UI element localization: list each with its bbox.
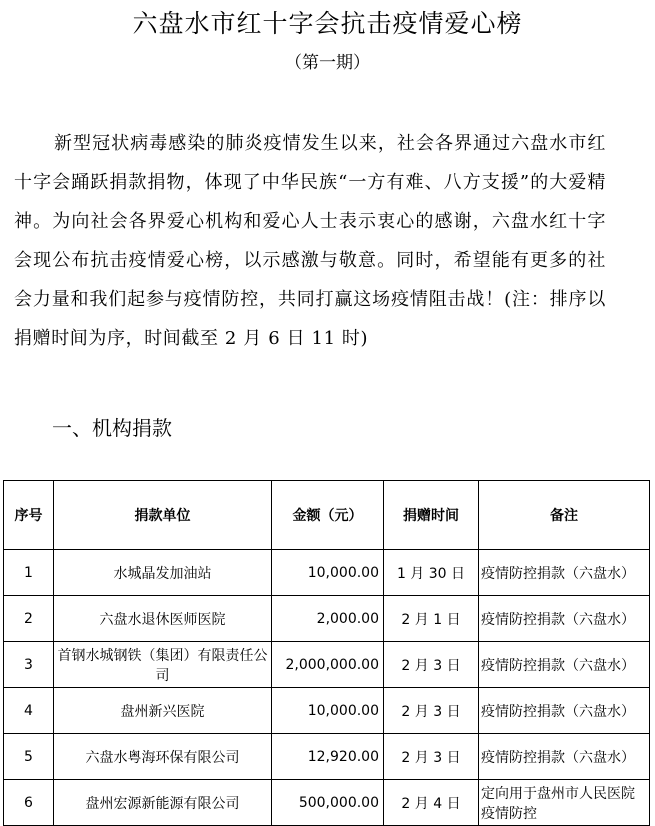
row-unit: 水城晶发加油站 [54, 550, 272, 596]
row-date: 2 月 4 日 [384, 780, 479, 826]
row-no: 5 [4, 734, 54, 780]
table-row [4, 550, 650, 596]
table-row [4, 688, 650, 734]
header-amount: 金额（元） [272, 481, 384, 550]
section-heading: 一、机构捐款 [52, 416, 172, 440]
row-amount: 12,920.00 [272, 734, 384, 780]
table-row [4, 596, 650, 642]
row-date: 2 月 1 日 [384, 596, 479, 642]
row-amount: 10,000.00 [272, 550, 384, 596]
row-no: 1 [4, 550, 54, 596]
row-note: 疫情防控捐款（六盘水） [479, 550, 650, 596]
row-date: 2 月 3 日 [384, 642, 479, 688]
row-amount: 2,000.00 [272, 596, 384, 642]
header-no: 序号 [4, 481, 54, 550]
page-title: 六盘水市红十字会抗击疫情爱心榜 [132, 9, 523, 38]
row-date: 1 月 30 日 [384, 550, 479, 596]
intro-paragraph: 新型冠状病毒感染的肺炎疫情发生以来，社会各界通过六盘水市红十字会踊跃捐款捐物，体现了中华民族“一方有难、八方支援”的大爱精神。为向社会各界爱心机构和爱心人士表示衷心的感谢，六盘水红十字会现公布抗击疫情爱心榜，以示感激与敬意。同时，希望能有更多的社会力量和我们起参与疫情防控，共同打赢这场疫情阻击战！(注：排序以捐赠时间为序，时间截至 2 月 6 日 11 时) [14, 133, 606, 349]
row-note: 疫情防控捐款（六盘水） [479, 596, 650, 642]
table-row [4, 642, 650, 688]
donation-table [3, 480, 650, 826]
issue-subtitle: （第一期） [285, 53, 370, 73]
row-date: 2 月 3 日 [384, 734, 479, 780]
row-note: 疫情防控捐款（六盘水） [479, 642, 650, 688]
header-note: 备注 [479, 481, 650, 550]
row-amount: 500,000.00 [272, 780, 384, 826]
table-row [4, 734, 650, 780]
table-header-row [4, 481, 650, 550]
row-no: 4 [4, 688, 54, 734]
row-unit: 首钢水城钢铁（集团）有限责任公司 [54, 642, 272, 688]
row-no: 2 [4, 596, 54, 642]
row-date: 2 月 3 日 [384, 688, 479, 734]
row-amount: 10,000.00 [272, 688, 384, 734]
row-unit: 六盘水退休医师医院 [54, 596, 272, 642]
row-note: 疫情防控捐款（六盘水） [479, 734, 650, 780]
header-date: 捐赠时间 [384, 481, 479, 550]
row-unit: 盘州宏源新能源有限公司 [54, 780, 272, 826]
row-note: 定向用于盘州市人民医院疫情防控 [479, 780, 650, 826]
row-amount: 2,000,000.00 [272, 642, 384, 688]
table-row [4, 780, 650, 826]
row-note: 疫情防控捐款（六盘水） [479, 688, 650, 734]
header-unit: 捐款单位 [54, 481, 272, 550]
row-unit: 六盘水粤海环保有限公司 [54, 734, 272, 780]
row-no: 3 [4, 642, 54, 688]
row-unit: 盘州新兴医院 [54, 688, 272, 734]
row-no: 6 [4, 780, 54, 826]
